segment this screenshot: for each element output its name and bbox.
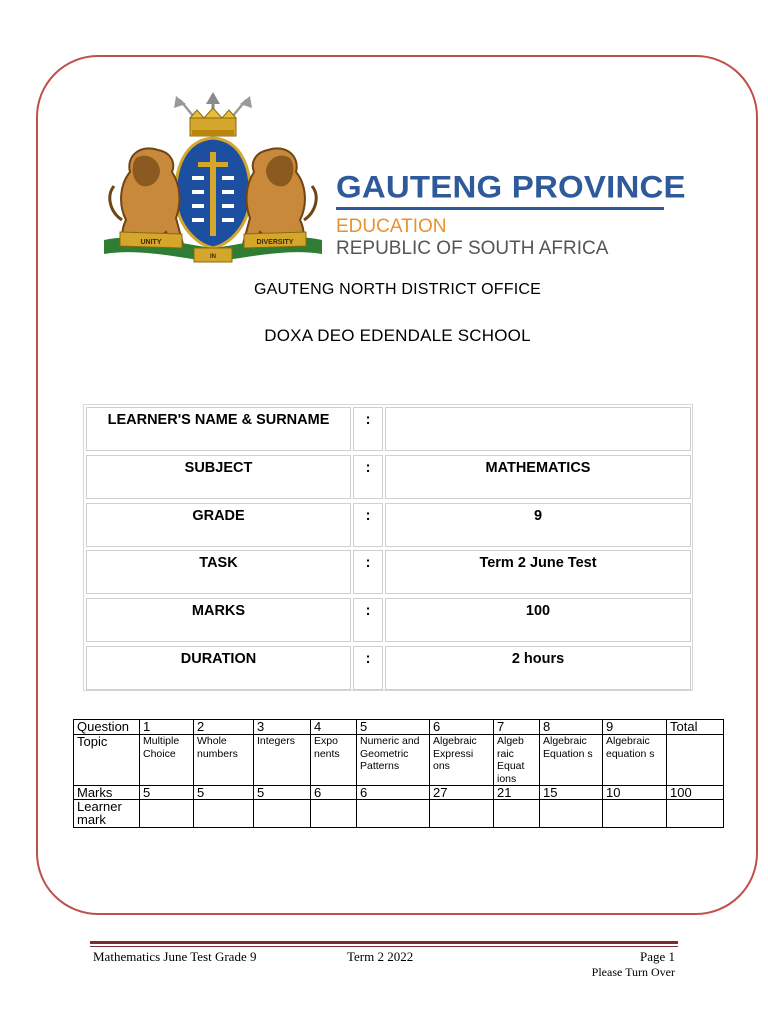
marks-cell: 6 — [311, 786, 357, 800]
brand-underline — [336, 207, 664, 210]
footer-rule-thick — [90, 941, 678, 944]
info-row-grade — [84, 501, 692, 549]
info-value: 9 — [533, 508, 543, 524]
topic-row — [74, 735, 724, 786]
info-row-marks — [84, 596, 692, 644]
info-colon: : — [365, 460, 371, 476]
question-number: 7 — [494, 720, 540, 735]
brand-title: GAUTENG PROVINCE — [336, 168, 686, 205]
info-label: SUBJECT — [184, 460, 253, 476]
question-number: 5 — [357, 720, 430, 735]
row-label: Marks — [74, 786, 140, 800]
learner-info-table — [83, 404, 693, 691]
info-row-task — [84, 548, 692, 596]
info-value — [386, 408, 690, 412]
topic-cell: Algeb raic Equat ions — [494, 735, 540, 786]
question-number: 8 — [540, 720, 603, 735]
row-label: Question — [74, 720, 140, 735]
topic-cell: Algebraic equation s — [603, 735, 667, 786]
topic-cell: Multiple Choice — [140, 735, 194, 786]
info-colon: : — [365, 555, 371, 571]
question-number: 9 — [603, 720, 667, 735]
marks-cell: 100 — [667, 786, 724, 800]
brand-country: REPUBLIC OF SOUTH AFRICA — [336, 238, 609, 259]
question-number: 3 — [254, 720, 311, 735]
learner-mark-cell[interactable] — [540, 800, 603, 828]
marks-cell: 6 — [357, 786, 430, 800]
footer-rule-thin — [90, 946, 678, 947]
info-label: MARKS — [191, 603, 246, 619]
learner-mark-row — [74, 800, 724, 828]
gauteng-coat-of-arms-logo — [100, 92, 326, 272]
marks-cell: 21 — [494, 786, 540, 800]
marks-cell: 5 — [254, 786, 311, 800]
info-label: TASK — [199, 555, 238, 571]
learner-mark-cell[interactable] — [194, 800, 254, 828]
learner-mark-cell[interactable] — [667, 800, 724, 828]
question-number: 6 — [430, 720, 494, 735]
brand-block — [336, 168, 686, 260]
svg-text:IN: IN — [210, 254, 216, 260]
marks-row — [74, 786, 724, 800]
svg-text:UNITY: UNITY — [140, 239, 162, 246]
info-row-subject — [84, 453, 692, 501]
school-name-heading: DOXA DEO EDENDALE SCHOOL — [264, 326, 531, 345]
footer-page-number: Page 1 — [639, 949, 675, 964]
footer-term: Term 2 2022 — [347, 949, 414, 964]
footer-title: Mathematics June Test Grade 9 — [93, 949, 257, 964]
info-colon: : — [365, 412, 371, 428]
row-label: Topic — [74, 735, 140, 786]
info-value: MATHEMATICS — [485, 460, 591, 476]
info-colon: : — [365, 651, 371, 667]
marks-breakdown-table — [73, 719, 724, 828]
row-label: Learner mark — [74, 800, 140, 828]
learner-mark-cell[interactable] — [494, 800, 540, 828]
marks-cell: 15 — [540, 786, 603, 800]
question-number: Total — [667, 720, 724, 735]
question-row — [74, 720, 724, 735]
learner-mark-cell[interactable] — [357, 800, 430, 828]
info-colon: : — [365, 603, 371, 619]
info-value: 100 — [525, 603, 551, 619]
district-office-heading: GAUTENG NORTH DISTRICT OFFICE — [254, 281, 541, 298]
question-number: 2 — [194, 720, 254, 735]
info-label: GRADE — [192, 508, 245, 524]
topic-cell: Numeric and Geometric Patterns — [357, 735, 430, 786]
question-number: 1 — [140, 720, 194, 735]
marks-cell: 27 — [430, 786, 494, 800]
svg-text:DIVERSITY: DIVERSITY — [256, 239, 294, 246]
info-row-name — [84, 405, 692, 453]
info-value: 2 hours — [511, 651, 565, 667]
info-colon: : — [365, 508, 371, 524]
learner-mark-cell[interactable] — [430, 800, 494, 828]
topic-cell: Integers — [254, 735, 311, 786]
footer-please-turn-over: Please Turn Over — [591, 965, 675, 979]
marks-cell: 10 — [603, 786, 667, 800]
learner-mark-cell[interactable] — [140, 800, 194, 828]
topic-cell: Algebraic Expressi ons — [430, 735, 494, 786]
brand-department: EDUCATION — [336, 216, 447, 237]
learner-mark-cell[interactable] — [254, 800, 311, 828]
learner-mark-cell[interactable] — [603, 800, 667, 828]
marks-cell: 5 — [140, 786, 194, 800]
question-number: 4 — [311, 720, 357, 735]
learner-name-field[interactable] — [385, 407, 691, 451]
info-label: LEARNER'S NAME & SURNAME — [107, 412, 330, 428]
info-row-duration — [84, 644, 692, 692]
info-value: Term 2 June Test — [479, 555, 597, 571]
topic-cell: Expo nents — [311, 735, 357, 786]
topic-cell: Algebraic Equation s — [540, 735, 603, 786]
marks-cell: 5 — [194, 786, 254, 800]
info-label: DURATION — [180, 651, 257, 667]
topic-cell — [667, 735, 724, 786]
learner-mark-cell[interactable] — [311, 800, 357, 828]
topic-cell: Whole numbers — [194, 735, 254, 786]
